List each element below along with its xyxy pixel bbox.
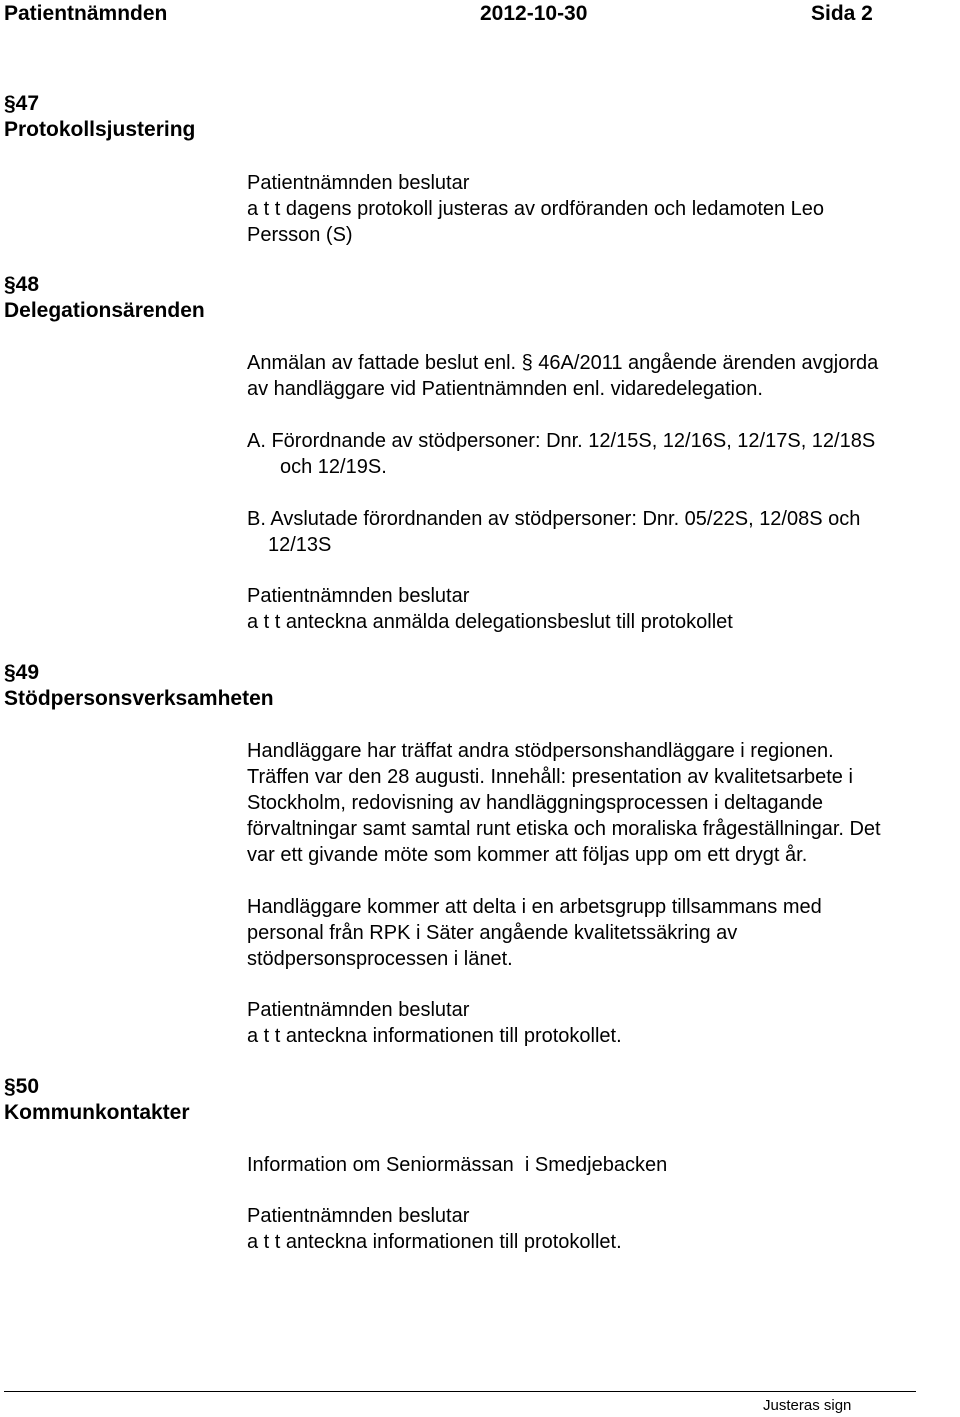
section-48-intro-line: av handläggare vid Patientnämnden enl. vidaredelegation. [247, 378, 763, 400]
section-50-title: Kommunkontakter [4, 1101, 190, 1124]
header-title: Patientnämnden [4, 2, 168, 25]
section-48-decision-label: Patientnämnden beslutar [247, 585, 470, 607]
section-49-paragraph-line: förvaltningar samt samtal runt etiska och moraliska frågeställningar. Det [247, 818, 881, 840]
section-50-number: §50 [4, 1075, 40, 1098]
section-48-intro-line: Anmälan av fattade beslut enl. § 46A/2011 angående ärenden avgjorda [247, 352, 879, 374]
section-47-decision-line: a t t dagens protokoll justeras av ordföranden och ledamoten Leo [247, 198, 825, 220]
section-49-paragraph-line: personal från RPK i Säter angående kvalitetssäkring av [247, 922, 738, 944]
section-49-paragraph-line: Handläggare kommer att delta i en arbetsgrupp tillsammans med [247, 896, 822, 918]
section-48-number: §48 [4, 273, 40, 296]
section-49-number: §49 [4, 661, 40, 684]
section-48-item-b-cont: 12/13S [268, 534, 332, 556]
header-date: 2012-10-30 [480, 2, 588, 25]
section-47-decision-line: Persson (S) [247, 224, 353, 246]
section-48-title: Delegationsärenden [4, 299, 205, 322]
section-49-decision-line: a t t anteckna informationen till protokollet. [247, 1025, 622, 1047]
section-47-title: Protokollsjustering [4, 118, 196, 141]
section-47-decision-label: Patientnämnden beslutar [247, 172, 470, 194]
section-49-paragraph-line: stödpersonsprocessen i länet. [247, 948, 513, 970]
section-48-item-a: A. Förordnande av stödpersoner: Dnr. 12/15S, 12/16S, 12/17S, 12/18S [247, 430, 876, 452]
section-48-item-b: B. Avslutade förordnanden av stödpersoner: Dnr. 05/22S, 12/08S och [247, 508, 861, 530]
section-48-decision-line: a t t anteckna anmälda delegationsbeslut till protokollet [247, 611, 733, 633]
section-49-paragraph-line: Handläggare har träffat andra stödpersonshandläggare i regionen. [247, 740, 834, 762]
section-49-title: Stödpersonsverksamheten [4, 687, 274, 710]
section-49-decision-label: Patientnämnden beslutar [247, 999, 470, 1021]
footer-divider [4, 1391, 916, 1392]
section-50-paragraph-line: Information om Seniormässan i Smedjebacken [247, 1154, 668, 1176]
section-49-paragraph-line: var ett givande möte som kommer att följas upp om ett drygt år. [247, 844, 808, 866]
section-48-item-a-cont: och 12/19S. [280, 456, 387, 478]
section-50-decision-line: a t t anteckna informationen till protokollet. [247, 1231, 622, 1253]
section-47-number: §47 [4, 92, 40, 115]
section-49-paragraph-line: Träffen var den 28 augusti. Innehåll: presentation av kvalitetsarbete i [247, 766, 853, 788]
header-page: Sida 2 [811, 2, 873, 25]
section-49-paragraph-line: Stockholm, redovisning av handläggningsprocessen i deltagande [247, 792, 823, 814]
sign-label: Justeras sign [763, 1397, 852, 1414]
section-50-decision-label: Patientnämnden beslutar [247, 1205, 470, 1227]
